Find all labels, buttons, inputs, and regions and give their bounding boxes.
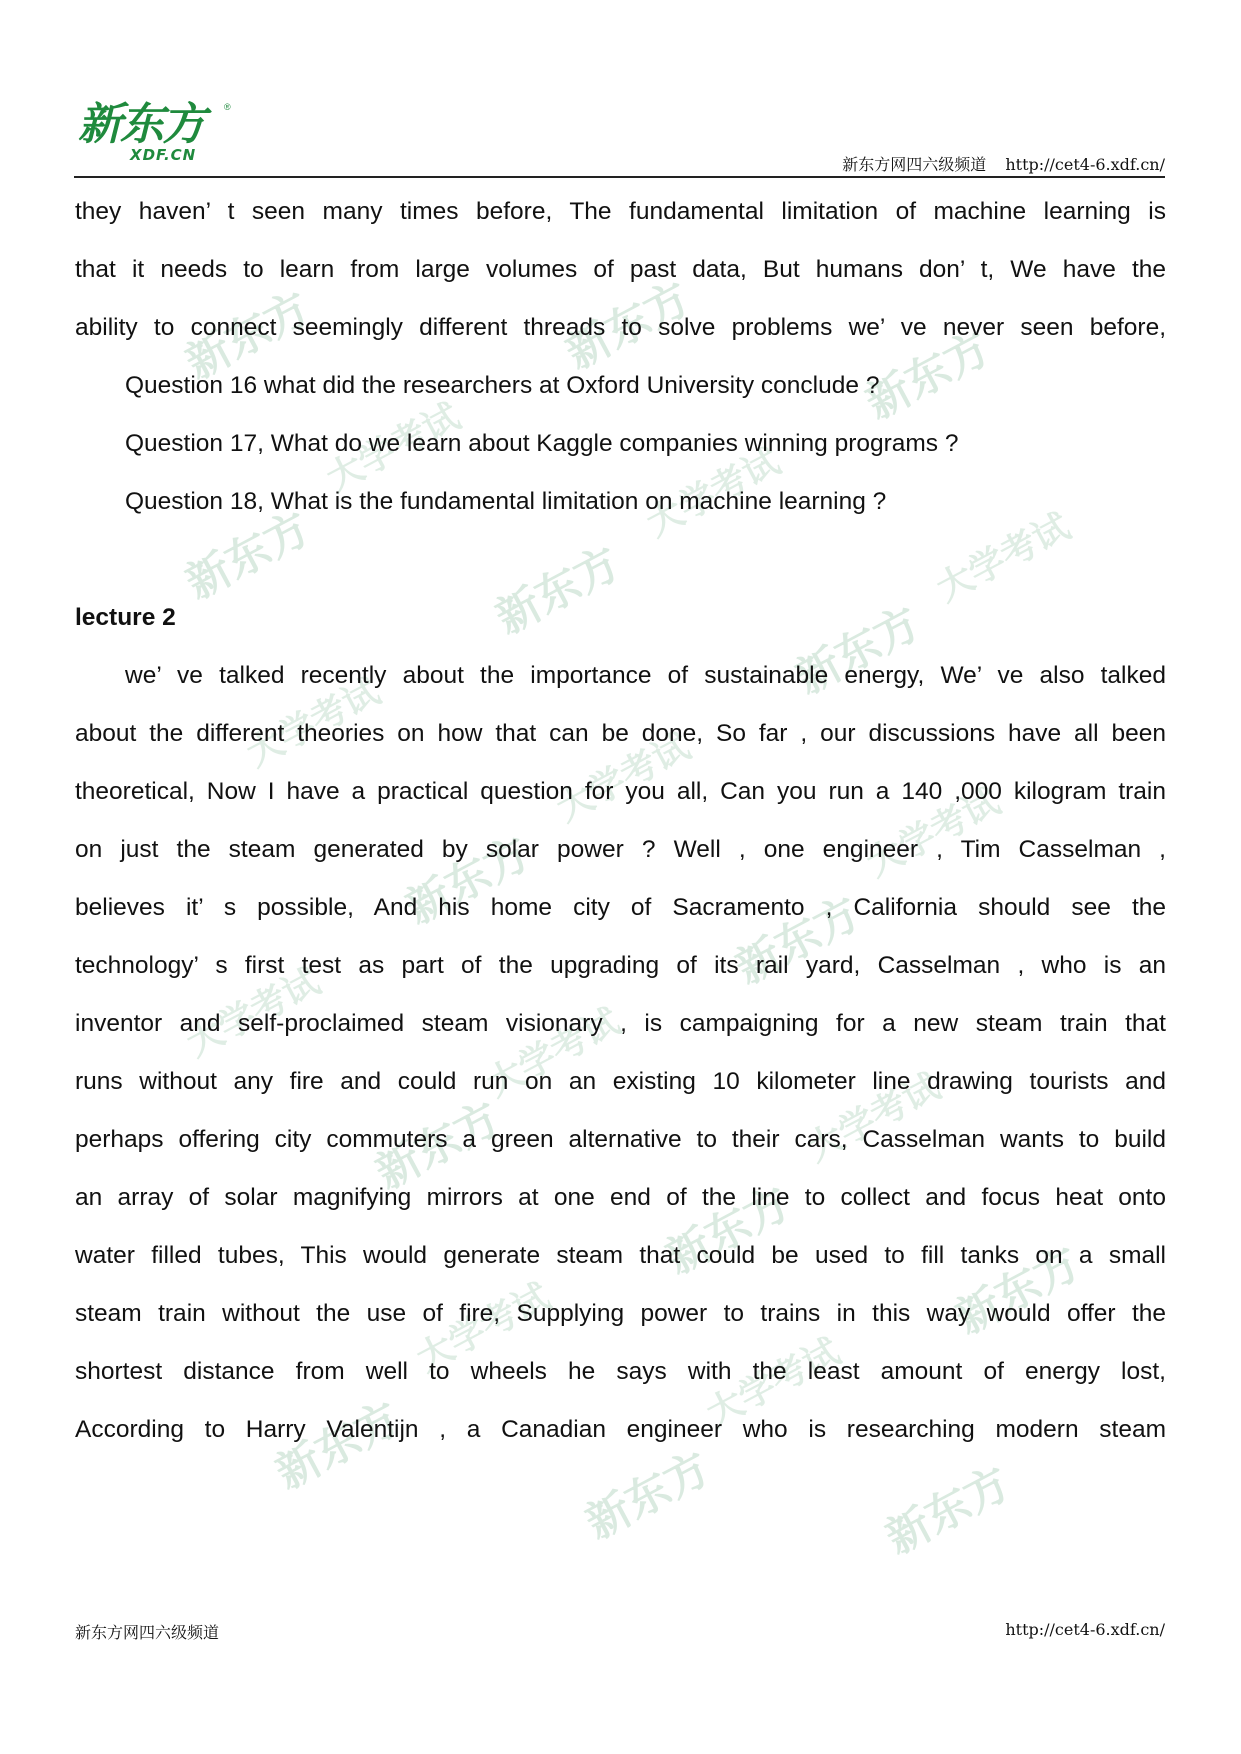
watermark-logo: 新东方: [787, 597, 929, 705]
watermark-logo: 新东方: [487, 537, 629, 645]
lecture-line: we’ ve talked recently about the importance of sustainable energy, We’ ve also talked: [125, 662, 1166, 689]
header-rule: [74, 176, 1165, 178]
header-channel: 新东方网四六级频道: [842, 155, 987, 174]
watermark-exam: 大学考试: [640, 441, 787, 546]
logo-registered-mark: ®: [224, 102, 231, 112]
watermark-logo: 新东方: [857, 322, 999, 430]
watermark-exam: 大学考试: [700, 1331, 847, 1436]
watermark-logo: 新东方: [947, 1237, 1089, 1345]
watermark-logo: 新东方: [177, 282, 319, 390]
paragraph-line: that it needs to learn from large volumes of past data, But humans don’ t, We have the: [75, 256, 1166, 283]
lecture-line: inventor and self-proclaimed steam visionary , is campaigning for a new steam train that: [75, 1010, 1166, 1037]
watermark-exam: 大学考试: [180, 961, 327, 1066]
lecture-line: shortest distance from well to wheels he says with the least amount of energy lost,: [75, 1358, 1166, 1385]
watermark-logo: 新东方: [557, 272, 699, 380]
lecture-line: runs without any fire and could run on an existing 10 kilometer line drawing tourists and: [75, 1068, 1166, 1095]
lecture-line: an array of solar magnifying mirrors at one end of the line to collect and focus heat onto: [75, 1184, 1166, 1211]
lecture-line: on just the steam generated by solar power ? Well , one engineer , Tim Casselman ,: [75, 836, 1166, 863]
watermark-exam: 大学考试: [480, 1001, 627, 1106]
lecture-line: water filled tubes, This would generate steam that could be used to fill tanks on a small: [75, 1242, 1166, 1269]
question-16: Question 16 what did the researchers at Oxford University conclude ?: [125, 372, 880, 399]
watermark-exam: 大学考试: [550, 726, 697, 831]
lecture-line: technology’ s first test as part of the upgrading of its rail yard, Casselman , who is an: [75, 952, 1166, 979]
lecture-line: steam train without the use of fire, Supplying power to trains in this way would offer the: [75, 1300, 1166, 1327]
watermark-exam: 大学考试: [320, 396, 467, 501]
header-channel-info: [842, 152, 1165, 175]
lecture-line: According to Harry Valentijn , a Canadian engineer who is researching modern steam: [75, 1416, 1166, 1443]
question-18: Question 18, What is the fundamental limitation on machine learning ?: [125, 488, 887, 515]
header-url[interactable]: http://cet4-6.xdf.cn/: [1005, 155, 1165, 174]
question-17: Question 17, What do we learn about Kaggle companies winning programs ?: [125, 430, 959, 457]
watermark-exam: 大学考试: [930, 506, 1077, 611]
watermark-logo: 新东方: [727, 887, 869, 995]
section-heading: lecture 2: [75, 604, 176, 631]
watermark-logo: 新东方: [367, 1092, 509, 1200]
watermark-logo: 新东方: [177, 502, 319, 610]
lecture-line: theoretical, Now I have a practical question for you all, Can you run a 140 ,000 kilogram train: [75, 778, 1166, 805]
lecture-line: believes it’ s possible, And his home city of Sacramento , California should see the: [75, 894, 1166, 921]
watermark-logo: 新东方: [877, 1457, 1019, 1565]
watermark-exam: 大学考试: [800, 1066, 947, 1171]
xdf-logo: [78, 100, 238, 170]
watermark-logo: 新东方: [267, 1392, 409, 1500]
watermark-logo: 新东方: [577, 1442, 719, 1550]
lecture-line: perhaps offering city commuters a green alternative to their cars, Casselman wants to build: [75, 1126, 1166, 1153]
paragraph-line: ability to connect seemingly different threads to solve problems we’ ve never seen before,: [75, 314, 1166, 341]
logo-en-text: XDF.CN: [130, 146, 197, 164]
paragraph-line: they haven’ t seen many times before, The fundamental limitation of machine learning is: [75, 198, 1166, 225]
watermark-logo: 新东方: [397, 827, 539, 935]
watermark-exam: 大学考试: [860, 781, 1007, 886]
watermark-exam: 大学考试: [240, 671, 387, 776]
logo-cn-text: 新东方: [78, 99, 204, 150]
lecture-line: about the different theories on how that can be done, So far , our discussions have all been: [75, 720, 1166, 747]
footer-url[interactable]: http://cet4-6.xdf.cn/: [1005, 1620, 1165, 1639]
watermark-exam: 大学考试: [410, 1276, 557, 1381]
footer-channel: 新东方网四六级频道: [75, 1623, 220, 1642]
watermark-logo: 新东方: [657, 1177, 799, 1285]
